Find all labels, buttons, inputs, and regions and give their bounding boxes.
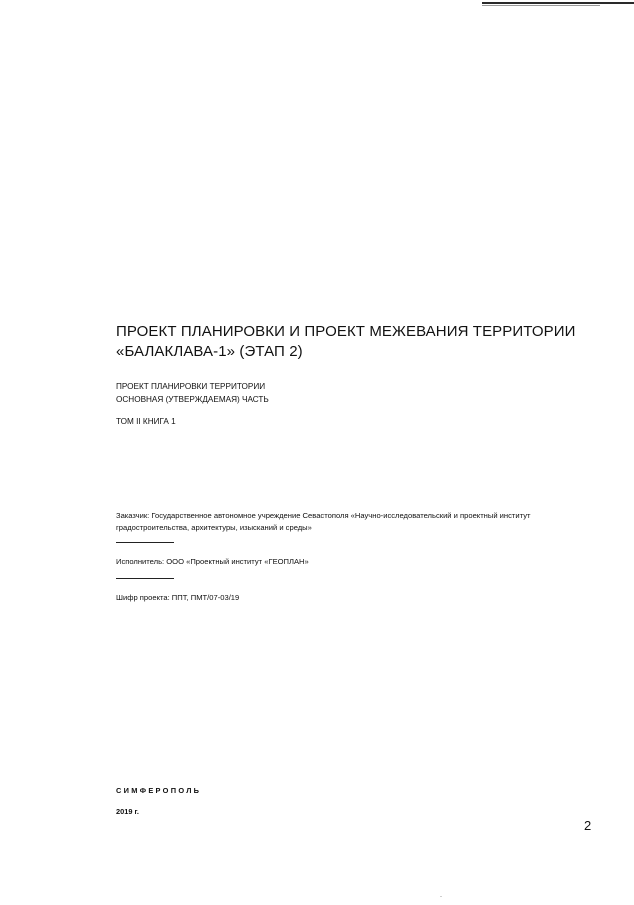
project-cipher: Шифр проекта: ППТ, ПМТ/07-03/19: [116, 593, 240, 602]
scan-speck: [440, 896, 442, 897]
subtitle-line-1: ПРОЕКТ ПЛАНИРОВКИ ТЕРРИТОРИИ: [116, 382, 266, 391]
executor-info: Исполнитель: ООО «Проектный институт «ГЕОПЛАН»: [116, 557, 309, 566]
document-subtitle: [116, 381, 269, 406]
scan-border-line-thin: [482, 5, 600, 6]
subtitle-line-2: ОСНОВНАЯ (УТВЕРЖДАЕМАЯ) ЧАСТЬ: [116, 394, 269, 404]
city-name: СИМФЕРОПОЛЬ: [116, 786, 202, 795]
document-title: [116, 322, 586, 362]
title-line-1: ПРОЕКТ ПЛАНИРОВКИ И ПРОЕКТ МЕЖЕВАНИЯ ТЕРРИТОРИИ: [116, 323, 576, 340]
customer-info: Заказчик: Государственное автономное учреждение Севастополя «Научно-исследовательский и проектный институт градостроительства, архитектуры, изысканий и среды»: [116, 511, 531, 532]
document-year: 2019 г.: [116, 807, 139, 816]
title-line-2: «БАЛАКЛАВА-1» (ЭТАП 2): [116, 343, 303, 360]
page-number: 2: [584, 818, 592, 833]
scan-border-line: [482, 2, 634, 4]
signature-line-executor: [116, 578, 174, 579]
signature-line-customer: [116, 542, 174, 543]
volume-label: ТОМ II КНИГА 1: [116, 417, 176, 426]
